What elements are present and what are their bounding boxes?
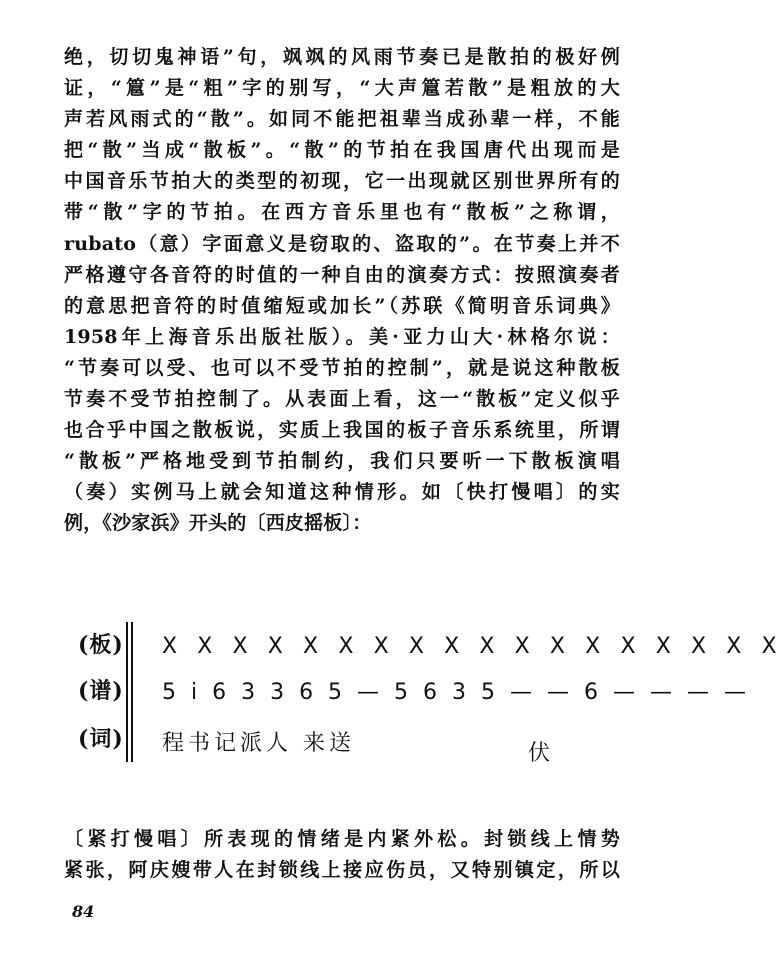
score-label-pu: (谱) xyxy=(78,678,124,704)
text-line: 例，《沙家浜》开头的〔西皮摇板〕： xyxy=(64,512,372,535)
body-paragraph-1 xyxy=(64,42,620,540)
music-score-example xyxy=(78,618,783,778)
text-line: 紧张，阿庆嫂带人在封锁线上接应伤员，又特别镇定，所以 xyxy=(64,859,620,882)
text-line: 也合乎中国之散板说，实质上我国的板子音乐系统里，所谓 xyxy=(64,419,620,442)
score-bracket-line xyxy=(126,622,128,762)
page-number: 84 xyxy=(72,902,95,921)
text-line: rubato（意）字面意义是窃取的、盗取的”。在节奏上并不 xyxy=(64,232,620,255)
text-line: 声若风雨式的“散”。如同不能把祖辈当成孙辈一样，不能 xyxy=(64,108,620,131)
text-line: 严格遵守各音符的时值的一种自由的演奏方式：按照演奏者 xyxy=(64,263,620,286)
score-bracket-line xyxy=(131,622,133,762)
score-lyrics-row: 程书记派人 来送 xyxy=(162,731,355,756)
text-line: 中国音乐节拍大的类型的初现，它一出现就区别世界所有的 xyxy=(64,170,620,193)
text-line: 绝，切切鬼神语”句，飒飒的风雨节奏已是散拍的极好例 xyxy=(64,46,620,68)
text-line: 把“散”当成“散板”。“散”的节拍在我国唐代出现而是 xyxy=(64,139,620,162)
score-notes-row: 5 i 6 3 3 6 5 — 5 6 3 5 — — 6 — — — — xyxy=(162,680,750,705)
text-line: “散板”严格地受到节拍制约，我们只要听一下散板演唱 xyxy=(64,450,620,473)
score-beats-row: X X X X X X X X X X X X X X X X X X xyxy=(162,634,783,659)
text-line: （奏）实例马上就会知道这种情形。如〔快打慢唱〕的实 xyxy=(64,481,620,504)
text-line: 1958年上海音乐出版社版）。美·亚力山大·林格尔说： xyxy=(64,325,620,348)
text-line: 带“散”字的节拍。在西方音乐里也有“散板”之称谓， xyxy=(64,201,620,224)
body-paragraph-2 xyxy=(64,824,620,886)
text-line: 节奏不受节拍控制了。从表面上看，这一“散板”定义似乎 xyxy=(64,388,620,411)
score-label-ban: (板) xyxy=(78,632,124,658)
text-line: 证，“簄”是“粗”字的别写，“大声簄若散”是粗放的大 xyxy=(64,77,620,100)
score-lyrics-extra: 伏 xyxy=(528,741,551,766)
text-line: 〔紧打慢唱〕所表现的情绪是内紧外松。封锁线上情势 xyxy=(64,828,620,850)
text-line: “节奏可以受、也可以不受节拍的控制”，就是说这种散板 xyxy=(64,356,620,379)
score-label-ci: (词) xyxy=(78,726,124,752)
text-line: 的意思把音符的时值缩短或加长”（苏联《简明音乐词典》 xyxy=(64,294,620,317)
